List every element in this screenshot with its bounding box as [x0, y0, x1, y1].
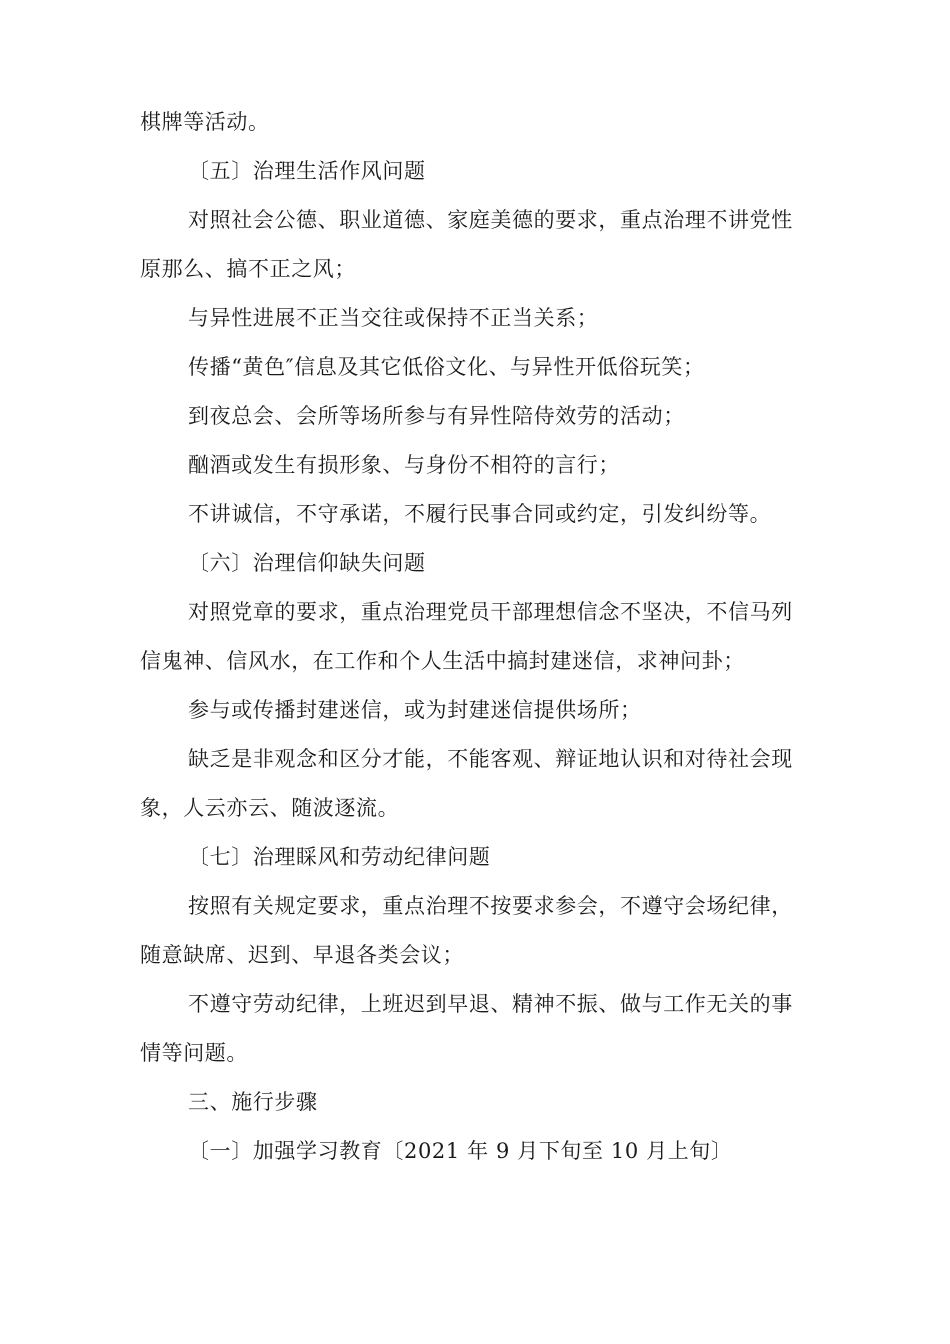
- paragraph-line: 棋牌等活动。: [140, 110, 270, 134]
- paragraph-line: 参与或传播封建迷信，或为封建迷信提供场所；: [188, 698, 642, 722]
- section-heading-6: 〔六〕治理信仰缺失问题: [188, 551, 426, 575]
- paragraph-line: 按照有关规定要求，重点治理不按要求参会，不遵守会场纪律，: [188, 894, 793, 918]
- paragraph-line: 缺乏是非观念和区分才能，不能客观、辩证地认识和对待社会现: [188, 747, 793, 771]
- paragraph-line: 酗酒或发生有损形象、与身份不相符的言行；: [188, 453, 620, 477]
- paragraph-line: 不遵守劳动纪律，上班迟到早退、精神不振、做与工作无关的事: [188, 992, 793, 1016]
- paragraph-line: 象，人云亦云、随波逐流。: [140, 796, 400, 820]
- paragraph-line: 原那么、搞不正之风；: [140, 257, 356, 281]
- paragraph-line: 到夜总会、会所等场所参与有异性陪侍效劳的活动；: [188, 404, 685, 428]
- paragraph-line: 与异性进展不正当交往或保持不正当关系；: [188, 306, 599, 330]
- paragraph-line: 对照党章的要求，重点治理党员干部理想信念不坚决，不信马列: [188, 600, 793, 624]
- section-heading-5: 〔五〕治理生活作风问题: [188, 159, 426, 183]
- paragraph-line: 对照社会公德、职业道德、家庭美德的要求，重点治理不讲党性: [188, 208, 793, 232]
- chapter-heading-3: 三、施行步骤: [188, 1090, 318, 1114]
- paragraph-line: 传播“黄色″信息及其它低俗文化、与异性开低俗玩笑；: [188, 355, 705, 379]
- paragraph-line: 情等问题。: [140, 1041, 248, 1065]
- paragraph-line: 随意缺席、迟到、早退各类会议；: [140, 943, 464, 967]
- section-heading-7: 〔七〕治理睬风和劳动纪律问题: [188, 845, 491, 869]
- section-heading-1: 〔一〕加强学习教育〔2021 年 9 月下旬至 10 月上旬〕: [188, 1139, 733, 1163]
- paragraph-line: 不讲诚信，不守承诺，不履行民事合同或约定，引发纠纷等。: [188, 502, 772, 526]
- paragraph-line: 信鬼神、信风水，在工作和个人生活中搞封建迷信，求神问卦；: [140, 649, 745, 673]
